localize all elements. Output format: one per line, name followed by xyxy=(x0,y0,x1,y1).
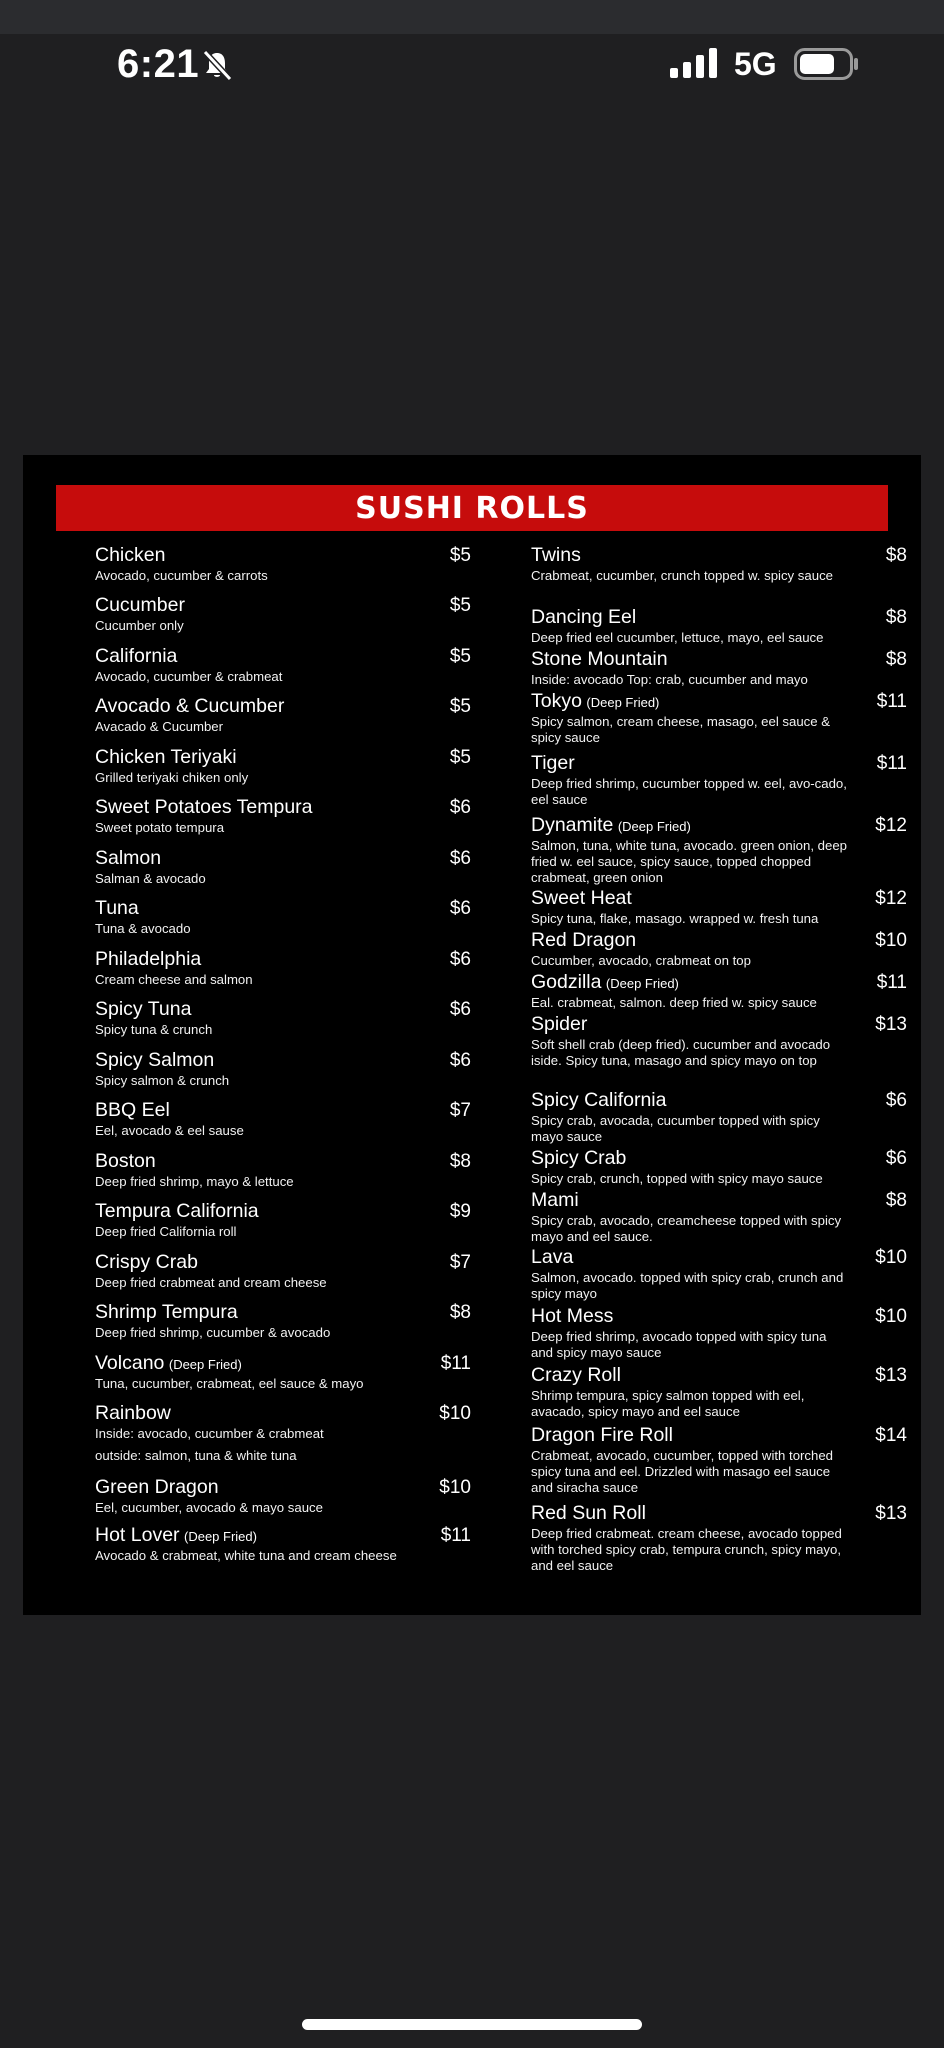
item-price: $11 xyxy=(876,691,907,712)
item-description xyxy=(531,1329,849,1361)
item-price: $10 xyxy=(439,1403,471,1424)
item-description xyxy=(95,1426,435,1464)
item-name: Stone Mountain xyxy=(531,648,668,670)
item-description xyxy=(531,1448,849,1496)
menu-item xyxy=(531,1245,907,1302)
item-name: Green Dragon xyxy=(95,1476,219,1498)
item-price: $14 xyxy=(875,1425,907,1446)
menu-item xyxy=(95,745,471,786)
item-description xyxy=(95,669,435,685)
item-description-text: Eal. crabmeat, salmon. deep fried w. spicy sauce xyxy=(531,995,817,1010)
menu-item xyxy=(95,947,471,988)
item-note: (Deep Fried) xyxy=(605,976,679,991)
menu-item xyxy=(531,689,907,746)
item-description xyxy=(531,1037,849,1069)
item-description xyxy=(95,770,435,786)
item-name: Lava xyxy=(531,1246,574,1268)
item-name: Spider xyxy=(531,1013,588,1035)
item-description-text: outside: salmon, tuna & white tuna xyxy=(95,1448,297,1463)
item-price: $5 xyxy=(449,545,471,566)
menu-item xyxy=(95,593,471,634)
item-description-text: Inside: avocado Top: crab, cucumber and mayo xyxy=(531,672,808,687)
home-indicator[interactable] xyxy=(302,2019,642,2030)
battery-icon xyxy=(794,48,860,80)
item-price: $13 xyxy=(875,1503,907,1524)
menu-item xyxy=(95,846,471,887)
menu-item xyxy=(531,1012,907,1069)
item-description-text: Deep fried crabmeat and cream cheese xyxy=(95,1275,327,1290)
item-description xyxy=(531,1171,849,1187)
item-description xyxy=(531,1213,849,1245)
item-name: Chicken Teriyaki xyxy=(95,746,237,768)
menu-item xyxy=(95,694,471,735)
menu-item xyxy=(95,1475,471,1516)
item-price: $10 xyxy=(875,930,907,951)
item-name: Red Dragon xyxy=(531,929,637,951)
item-name: Red Sun Roll xyxy=(531,1502,646,1524)
item-name: Spicy California xyxy=(531,1089,667,1111)
item-description-text: Deep fried shrimp, cucumber & avocado xyxy=(95,1325,331,1340)
menu-item xyxy=(95,1250,471,1291)
menu-item xyxy=(95,1523,471,1564)
item-name: Hot Lover xyxy=(95,1524,180,1546)
item-price: $11 xyxy=(876,972,907,993)
item-price: $6 xyxy=(449,949,471,970)
item-description xyxy=(531,630,849,646)
item-price: $8 xyxy=(885,545,907,566)
menu-item xyxy=(95,997,471,1038)
menu-item xyxy=(95,795,471,836)
item-name: Cucumber xyxy=(95,594,185,616)
item-description-text: Deep fried shrimp, avocado topped with spicy tuna and spicy mayo sauce xyxy=(531,1329,827,1360)
item-price: $8 xyxy=(449,1151,471,1172)
item-description xyxy=(531,672,849,688)
item-name: Spicy Tuna xyxy=(95,998,192,1020)
menu-item xyxy=(531,970,907,1011)
item-description-text: Grilled teriyaki chiken only xyxy=(95,770,249,785)
item-name: Spicy Salmon xyxy=(95,1049,215,1071)
item-description xyxy=(95,972,435,988)
item-description-text: Cucumber only xyxy=(95,618,184,633)
item-description-text: Cucumber, avocado, crabmeat on top xyxy=(531,953,751,968)
menu-item xyxy=(531,1363,907,1420)
menu-item xyxy=(95,896,471,937)
item-name: Philadelphia xyxy=(95,948,202,970)
item-description xyxy=(95,871,435,887)
menu-header xyxy=(56,485,888,531)
item-price: $12 xyxy=(875,815,907,836)
item-note: (Deep Fried) xyxy=(168,1357,242,1372)
menu-item xyxy=(531,886,907,927)
menu-item xyxy=(531,1304,907,1361)
item-description xyxy=(95,1022,435,1038)
item-description xyxy=(95,921,435,937)
status-time: 6:21 xyxy=(117,42,200,86)
menu-item xyxy=(95,1048,471,1089)
item-price: $5 xyxy=(449,646,471,667)
item-name: Boston xyxy=(95,1150,156,1172)
menu-item xyxy=(531,751,907,808)
menu-item xyxy=(95,1351,471,1392)
menu-title: SUSHI ROLLS xyxy=(355,490,589,526)
item-price: $9 xyxy=(449,1201,471,1222)
item-description xyxy=(95,1224,435,1240)
item-description-text: Salman & avocado xyxy=(95,871,206,886)
item-description xyxy=(531,714,849,746)
item-description xyxy=(95,1073,435,1089)
item-description xyxy=(95,820,435,836)
item-price: $11 xyxy=(440,1353,471,1374)
item-price: $8 xyxy=(885,1190,907,1211)
item-price: $13 xyxy=(875,1365,907,1386)
menu-item xyxy=(95,644,471,685)
item-description xyxy=(95,1174,435,1190)
item-name: Dragon Fire Roll xyxy=(531,1424,673,1446)
item-name: Spicy Crab xyxy=(531,1147,627,1169)
item-description xyxy=(95,1123,435,1139)
menu-item xyxy=(95,1300,471,1341)
item-description-text: Deep fried shrimp, mayo & lettuce xyxy=(95,1174,294,1189)
item-name: Dynamite xyxy=(531,814,614,836)
item-price: $6 xyxy=(449,898,471,919)
item-description-text: Shrimp tempura, spicy salmon topped with eel, avacado, spicy mayo and eel sauce xyxy=(531,1388,805,1419)
item-description-text: Spicy salmon, cream cheese, masago, eel sauce & spicy sauce xyxy=(531,714,831,745)
item-description xyxy=(531,1270,849,1302)
item-name: Volcano xyxy=(95,1352,165,1374)
menu-item xyxy=(531,1423,907,1496)
item-price: $8 xyxy=(449,1302,471,1323)
item-name: Crispy Crab xyxy=(95,1251,198,1273)
menu-item xyxy=(531,543,907,584)
item-name: California xyxy=(95,645,178,667)
item-description xyxy=(531,953,849,969)
item-price: $6 xyxy=(449,797,471,818)
menu-item xyxy=(531,1501,907,1574)
item-description-text: Eel, cucumber, avocado & mayo sauce xyxy=(95,1500,323,1515)
item-name: Tiger xyxy=(531,752,575,774)
item-name: Mami xyxy=(531,1189,579,1211)
item-note: (Deep Fried) xyxy=(617,819,691,834)
item-description-text: Avocado, cucumber & carrots xyxy=(95,568,268,583)
item-price: $10 xyxy=(875,1247,907,1268)
status-bar xyxy=(0,34,944,94)
item-description-text: Sweet potato tempura xyxy=(95,820,225,835)
menu-item xyxy=(95,1098,471,1139)
item-description-text: Salmon, tuna, white tuna, avocado. green onion, deep fried w. eel sauce, spicy sauce, topped chopped crabmeat, green onion xyxy=(531,838,847,885)
menu-item xyxy=(531,647,907,688)
item-name: Avocado & Cucumber xyxy=(95,695,285,717)
item-description-text: Avacado & Cucumber xyxy=(95,719,224,734)
menu-item xyxy=(95,1149,471,1190)
item-description xyxy=(95,1275,435,1291)
item-description xyxy=(531,838,849,886)
item-description-text: Tuna & avocado xyxy=(95,921,191,936)
item-description-text: Deep fried eel cucumber, lettuce, mayo, eel sauce xyxy=(531,630,824,645)
item-description-text: Spicy crab, avocada, cucumber topped with spicy mayo sauce xyxy=(531,1113,820,1144)
item-price: $6 xyxy=(449,999,471,1020)
item-description xyxy=(531,1113,849,1145)
item-price: $11 xyxy=(876,753,907,774)
menu-item xyxy=(531,1146,907,1187)
item-description xyxy=(95,1376,435,1392)
item-price: $6 xyxy=(885,1148,907,1169)
item-description-text: Deep fried shrimp, cucumber topped w. eel, avo-cado, eel sauce xyxy=(531,776,847,807)
item-price: $6 xyxy=(449,848,471,869)
item-description-text: Soft shell crab (deep fried). cucumber and avocado iside. Spicy tuna, masago and spicy mayo on top xyxy=(531,1037,831,1068)
item-description xyxy=(95,618,435,634)
item-name: Crazy Roll xyxy=(531,1364,621,1386)
item-name: Twins xyxy=(531,544,581,566)
item-description-text: Spicy crab, avocado, creamcheese topped with spicy mayo and eel sauce. xyxy=(531,1213,842,1244)
item-name: Chicken xyxy=(95,544,166,566)
network-type: 5G xyxy=(734,46,777,82)
menu-item xyxy=(531,605,907,646)
item-price: $5 xyxy=(449,595,471,616)
item-price: $6 xyxy=(885,1090,907,1111)
item-price: $13 xyxy=(875,1014,907,1035)
item-note: (Deep Fried) xyxy=(586,695,660,710)
item-price: $8 xyxy=(885,607,907,628)
item-description-text: Avocado & crabmeat, white tuna and cream cheese xyxy=(95,1548,397,1563)
menu-item xyxy=(95,1401,471,1464)
item-description xyxy=(95,1500,435,1516)
menu-item xyxy=(531,813,907,886)
item-description-text: Eel, avocado & eel sause xyxy=(95,1123,244,1138)
item-description-text: Inside: avocado, cucumber & crabmeat xyxy=(95,1426,324,1441)
menu-item xyxy=(531,928,907,969)
menu-item xyxy=(95,543,471,584)
item-description xyxy=(95,1325,435,1341)
item-description xyxy=(95,568,435,584)
item-description-text: Crabmeat, cucumber, crunch topped w. spicy sauce xyxy=(531,568,833,583)
item-price: $6 xyxy=(449,1050,471,1071)
item-note: (Deep Fried) xyxy=(184,1529,257,1544)
signal-icon xyxy=(670,48,720,78)
item-name: Sweet Heat xyxy=(531,887,632,909)
item-description-text: Deep fried crabmeat. cream cheese, avocado topped with torched spicy crab, tempura crunch, spicy mayo, and eel sauce xyxy=(531,1526,842,1573)
item-description-text: Spicy tuna & crunch xyxy=(95,1022,213,1037)
item-name: Salmon xyxy=(95,847,162,869)
item-price: $8 xyxy=(885,649,907,670)
item-description xyxy=(95,719,435,735)
top-band xyxy=(0,0,944,34)
menu-item xyxy=(531,1088,907,1145)
item-description-text: Spicy salmon & crunch xyxy=(95,1073,230,1088)
item-name: Sweet Potatoes Tempura xyxy=(95,796,313,818)
bell-slash-icon xyxy=(200,48,234,82)
menu-item xyxy=(531,1188,907,1245)
item-price: $12 xyxy=(875,888,907,909)
menu-item xyxy=(95,1199,471,1240)
item-name: Rainbow xyxy=(95,1402,171,1424)
item-description-text: Spicy tuna, flake, masago. wrapped w. fresh tuna xyxy=(531,911,819,926)
item-name: Shrimp Tempura xyxy=(95,1301,238,1323)
item-name: Dancing Eel xyxy=(531,606,637,628)
item-price: $5 xyxy=(449,696,471,717)
item-description-text: Deep fried California roll xyxy=(95,1224,237,1239)
item-name: Tempura California xyxy=(95,1200,259,1222)
item-description-text: Spicy crab, crunch, topped with spicy mayo sauce xyxy=(531,1171,823,1186)
item-name: Godzilla xyxy=(531,971,602,993)
item-description-text: Cream cheese and salmon xyxy=(95,972,253,987)
item-description xyxy=(531,1526,849,1574)
item-price: $11 xyxy=(440,1525,471,1546)
item-name: BBQ Eel xyxy=(95,1099,170,1121)
item-price: $5 xyxy=(449,747,471,768)
menu-board xyxy=(23,455,921,1615)
item-description xyxy=(531,995,849,1011)
item-price: $10 xyxy=(439,1477,471,1498)
item-price: $10 xyxy=(875,1306,907,1327)
item-description-text: Avocado, cucumber & crabmeat xyxy=(95,669,283,684)
item-description xyxy=(95,1548,435,1564)
item-description-text: Salmon, avocado. topped with spicy crab, crunch and spicy mayo xyxy=(531,1270,844,1301)
item-price: $7 xyxy=(449,1252,471,1273)
item-description xyxy=(531,911,849,927)
item-name: Hot Mess xyxy=(531,1305,614,1327)
item-description-text: Crabmeat, avocado, cucumber, topped with torched spicy tuna and eel. Drizzled with masago eel sauce and siracha sauce xyxy=(531,1448,834,1495)
item-description xyxy=(531,776,849,808)
item-description-text: Tuna, cucumber, crabmeat, eel sauce & mayo xyxy=(95,1376,364,1391)
item-name: Tuna xyxy=(95,897,139,919)
item-price: $7 xyxy=(449,1100,471,1121)
item-description xyxy=(531,1388,849,1420)
item-name: Tokyo xyxy=(531,690,582,712)
item-description xyxy=(531,568,849,584)
